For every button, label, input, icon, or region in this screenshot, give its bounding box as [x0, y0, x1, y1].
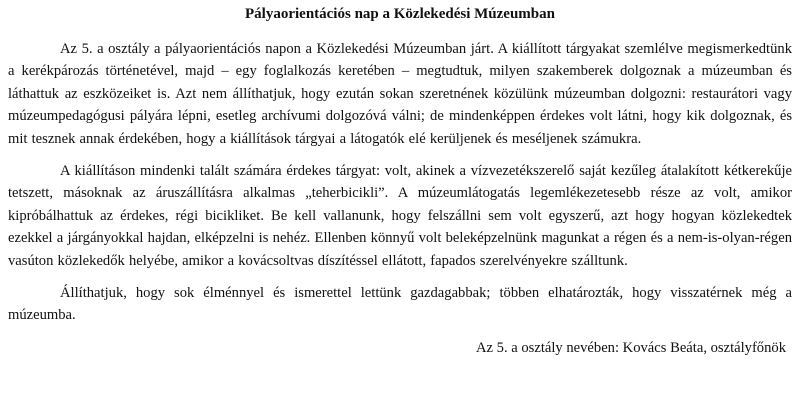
paragraph-1: Az 5. a osztály a pályaorientációs napon a Közlekedési Múzeumban járt. A kiállított tárgyakat szemlélve megismerkedtünk a kerékpározás történetével, majd – egy foglalkozás keretében – megtudtuk, milyen szakemberek dolgoznak a múzeumban és láthattuk az eszközeiket is. Azt nem állíthatjuk, hogy ezután sokan szeretnének közülünk múzeumban dolgozni: restaurátori vagy múzeumpedagógusi pályára lépni, esetleg archívumi dolgozóvá válni; de mindenképpen érdekes volt látni, hogy kik dolgoznak, és mit tesznek annak érdekében, hogy a kiállítások tárgyai a látogatók elé kerüljenek és meséljenek számukra.	[8, 41, 792, 147]
signature: Az 5. a osztály nevében: Kovács Beáta, osztályfőnök	[475, 339, 786, 356]
paragraph-3: Állíthatjuk, hogy sok élménnyel és ismerettel lettünk gazdagabbak; többen elhatározták, hogy visszatérnek még a múzeumba.	[8, 285, 792, 324]
document-title: Pályaorientációs nap a Közlekedési Múzeumban	[245, 6, 555, 22]
paragraph-2: A kiállításon mindenki talált számára érdekes tárgyat: volt, akinek a vízvezetékszerelő saját kezűleg átalakított kétkerekűje tetszett, másoknak az áruszállításra alkalmas „teherbicikli”. A múzeumlátogatás legemlékezetesebb része az volt, amikor kipróbálhattuk az érdekes, régi bicikliket. Be kell vallanunk, hogy felszállni sem volt egyszerű, azt hogy hogyan közlekedtek ezekkel a járgányokkal hajdan, elképzelni is nehéz. Ellenben könnyű volt beleképzelnünk magunkat a régen és a nem-is-olyan-régen vasúton közlekedők helyébe, amikor a kovácsoltvas díszítéssel ellátott, fapados szerelvényekre szálltunk.	[8, 163, 792, 269]
